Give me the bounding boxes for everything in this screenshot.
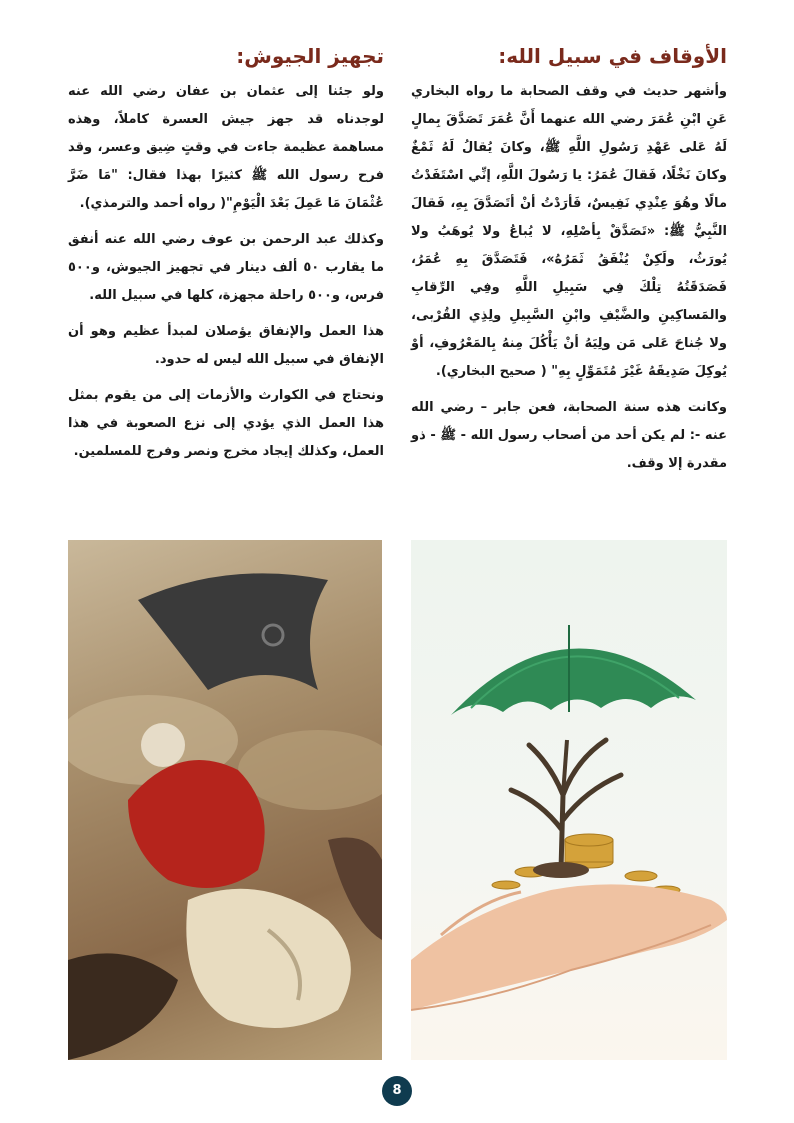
hand-umbrella-image — [411, 540, 727, 1060]
paragraph: ونحتاج في الكوارث والأزمات إلى من يقوم بمثل هذا العمل الذي يؤدي إلى نزع الصعوبة في هذا العمل، وكذلك إيجاد مخرج ونصر وفرج للمسلمين. — [68, 388, 384, 459]
column-awqaf — [411, 44, 727, 486]
paragraph: وأشهر حديث في وقف الصحابة ما رواه البخاري عَنِ ابْنِ عُمَرَ رضي الله عنهما أَنَّ عُمَرَ تَصَدَّقَ بِمالٍ لَهُ عَلى عَهْدِ رَسُولِ اللَّهِ ﷺ، وكانَ يُقالُ لَهُ ثَمْغٌ وكانَ نَخْلًا، فَقالَ عُمَرُ: يا رَسُولَ اللَّهِ، إنِّي اسْتَفَدْتُ مالًا وهُوَ عِنْدِي نَفِيسٌ، فَأرَدْتُ أنْ أتَصَدَّقَ بِهِ، فَقالَ النَّبِيُّ ﷺ: «تَصَدَّقْ بِأصْلِهِ، لا يُباعُ ولا يُوهَبُ ولا يُورَثُ، ولَكِنْ يُنْفَقُ ثَمَرُهُ»، فَتَصَدَّقَ بِهِ عُمَرُ، فَصَدَقَتُهُ تِلْكَ فِي سَبِيلِ اللَّهِ وفِي الرِّقابِ والمَساكِينِ والضَّيْفِ وابْنِ السَّبِيلِ ولِذِي القُرْبى، ولا جُناحَ عَلى مَن ولِيَهُ أنْ يَأْكُلَ مِنهُ بِالمَعْرُوفِ، أوْ يُوكِلَ صَدِيقَهُ غَيْرَ مُتَمَوِّلٍ بِهِ" ( صحيح البخاري). — [411, 84, 727, 379]
battle-illustration — [68, 540, 382, 1060]
heading-armies: تجهيز الجيوش: — [236, 44, 384, 68]
heading-awqaf: الأوقاف في سبيل الله: — [498, 44, 727, 68]
column-armies — [68, 44, 384, 474]
paragraph: وكانت هذه سنة الصحابة، فعن جابر – رضي الله عنه -: لم يكن أحد من أصحاب رسول الله - ﷺ - ذو مقدرة إلا وقف. — [411, 400, 727, 471]
page-number-badge: 8 — [382, 1076, 412, 1106]
battle-painting-image — [68, 540, 382, 1060]
paragraph: وكذلك عبد الرحمن بن عوف رضي الله عنه أنفق ما يقارب ٥٠ ألف دينار في تجهيز الجيوش، و٥٠٠ فرس، و٥٠٠ راحلة مجهزة، كلها في سبيل الله. — [68, 232, 384, 303]
hand-umbrella-illustration — [411, 540, 727, 1060]
paragraph: هذا العمل والإنفاق يؤصلان لمبدأ عظيم وهو أن الإنفاق في سبيل الله ليس له حدود. — [68, 324, 384, 367]
paragraph: ولو جئنا إلى عثمان بن عفان رضي الله عنه لوجدناه قد جهز جيش العسرة كاملاً، وهذه مساهمة عظيمة جاءت في وقتٍ ضِيق وعسر، وقد فرح رسول الله ﷺ كثيرًا بهذا فقال: "مَا ضَرَّ عُثْمَانَ مَا عَمِلَ بَعْدَ الْيَوْمِ"( رواه أحمد والترمذي). — [68, 84, 384, 211]
